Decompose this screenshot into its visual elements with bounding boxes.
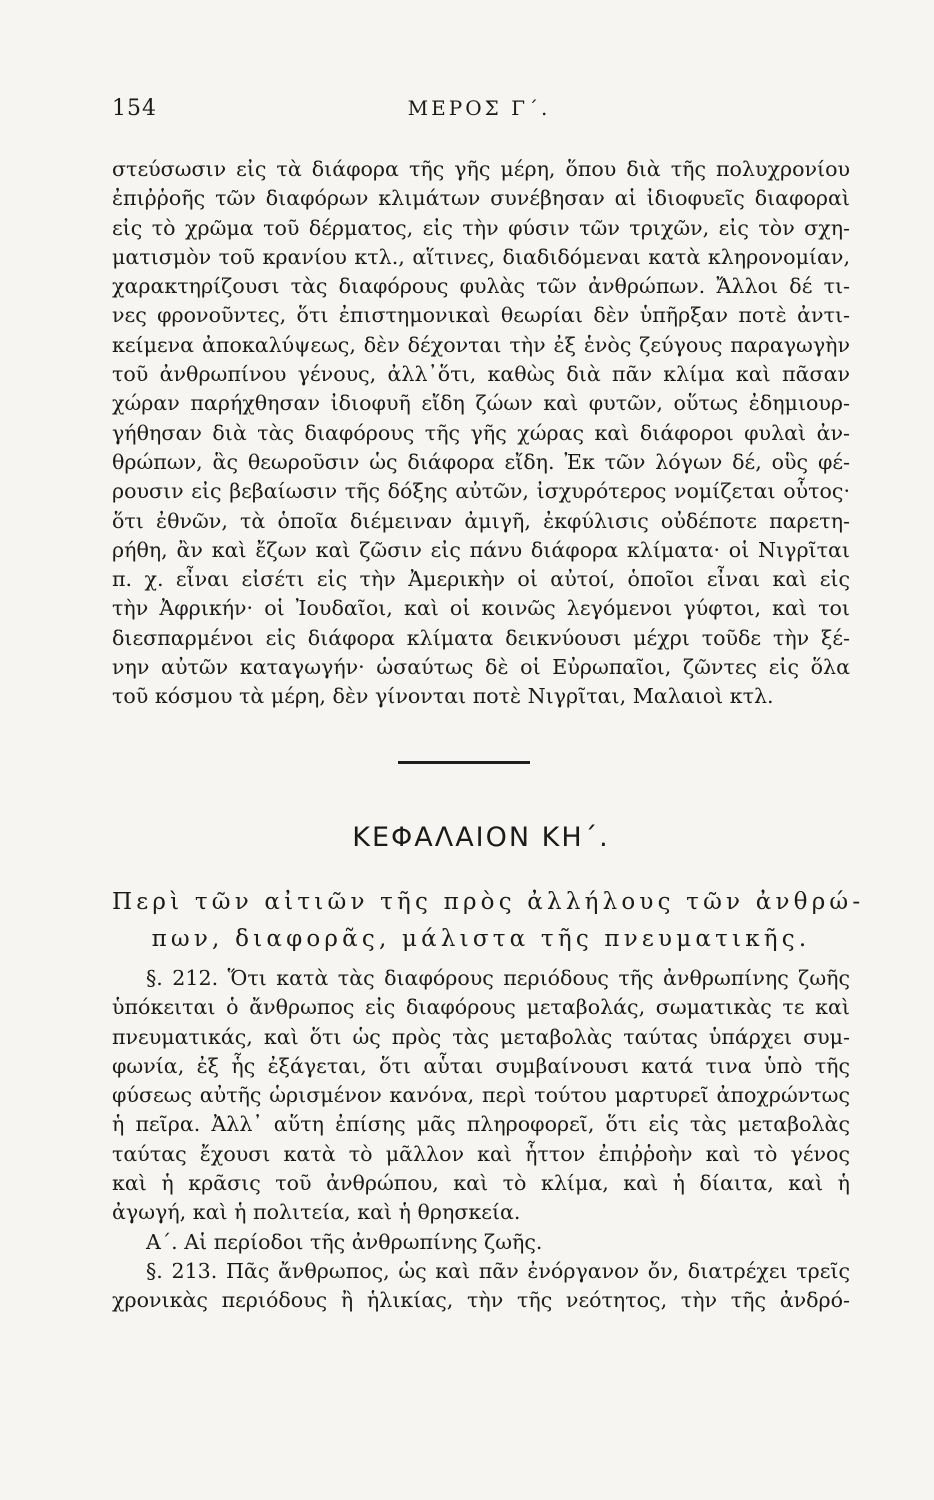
subsection-heading: Α΄. Αἱ περίοδοι τῆς ἀνθρωπίνης ζωῆς. [146,1229,543,1254]
text-line: τὴν Ἀφρικήν· οἱ Ἰουδαῖοι, καὶ οἱ κοινῶς λεγόμενοι γύφτοι, καὶ τοι [112,596,850,621]
text-line: εἰς τὸ χρῶμα τοῦ δέρματος, εἰς τὴν φύσιν τῶν τριχῶν, εἰς τὸν σχη- [112,215,850,240]
text-line: τοῦ κόσμου τὰ μέρη, δὲν γίνονται ποτὲ Νιγρῖται, Μαλαιοὶ κτλ. [112,684,774,709]
text-line: ἐπιῤῥοῆς τῶν διαφόρων κλιμάτων συνέβησαν αἱ ἰδιοφυεῖς διαφοραὶ [112,186,850,211]
running-head: ΜΕΡΟΣ Γ΄. [407,96,551,120]
text-line: ταύτας ἔχουσι κατὰ τὸ μᾶλλον καὶ ἧττον ἐπιῤῥοὴν καὶ τὸ γένος [112,1141,850,1166]
text-line: στεύσωσιν εἰς τὰ διάφορα τῆς γῆς μέρη, ὅπου διὰ τῆς πολυχρονίου [112,157,850,181]
text-line: ματισμὸν τοῦ κρανίου κτλ., αἵτινες, διαδιδόμεναι κατὰ κληρονομίαν, [112,244,850,269]
subtitle-line: Περὶ τῶν αἰτιῶν τῆς πρὸς ἀλλήλους τῶν ἀνθρώ- [112,889,865,915]
page-header [112,96,846,130]
text-line: ὑπόκειται ὁ ἄνθρωπος εἰς διαφόρους μεταβολάς, σωματικὰς τε καὶ [112,995,850,1020]
text-line: χαρακτηρίζουσι τὰς διαφόρους φυλὰς τῶν ἀνθρώπων. Ἄλλοι δέ τι- [112,274,850,299]
top-paragraph [112,155,850,712]
chapter-subtitle [112,884,865,958]
text-line: ρουσιν εἰς βεβαίωσιν τῆς δόξης αὐτῶν, ἰσχυρότερος νομίζεται οὗτος· [112,479,850,504]
text-line: γήθησαν διὰ τὰς διαφόρους τῆς γῆς χώρας καὶ διάφοροι φυλαὶ ἀν- [112,420,850,445]
text-line: διεσπαρμένοι εἰς διάφορα κλίματα δεικνύουσι μέχρι τοῦδε τὴν ξέ- [112,625,850,650]
text-line: φωνία, ἐξ ἧς ἐξάγεται, ὅτι αὗται συμβαίνουσι κατά τινα ὑπὸ τῆς [112,1053,850,1078]
text-line: χώραν παρήχθησαν ἰδιοφυῆ εἴδη ζώων καὶ φυτῶν, οὕτως ἐδημιουρ- [112,391,850,416]
text-line: πνευματικάς, καὶ ὅτι ὡς πρὸς τὰς μεταβολὰς ταύτας ὑπάρχει συμ- [112,1024,850,1049]
text-line: νην αὐτῶν καταγωγήν· ὡσαύτως δὲ οἱ Εὐρωπαῖοι, ζῶντες εἰς ὅλα [112,655,850,680]
section-divider [398,761,530,764]
section-212 [112,964,850,1316]
text-line: π. χ. εἶναι εἰσέτι εἰς τὴν Ἀμερικὴν οἱ αὐτοί, ὁποῖοι εἶναι καὶ εἰς [112,567,850,592]
text-line: ἀγωγή, καὶ ἡ πολιτεία, καὶ ἡ θρησκεία. [112,1200,521,1225]
text-line: ἡ πεῖρα. Ἀλλ᾽ αὕτη ἐπίσης μᾶς πληροφορεῖ, ὅτι εἰς τὰς μεταβολὰς [112,1112,850,1137]
text-line: §. 213. Πᾶς ἄνθρωπος, ὡς καὶ πᾶν ἐνόργανον ὄν, διατρέχει τρεῖς [146,1258,850,1283]
text-line: χρονικὰς περιόδους ἢ ἡλικίας, τὴν τῆς νεότητος, τὴν τῆς ἀνδρό- [112,1288,850,1313]
subtitle-line: πων, διαφορᾶς, μάλιστα τῆς πνευματικῆς. [151,926,811,952]
text-line: ὅτι ἐθνῶν, τὰ ὁποῖα διέμειναν ἀμιγῆ, ἐκφύλισις οὐδέποτε παρετη- [112,508,850,533]
text-line: τοῦ ἀνθρωπίνου γένους, ἀλλ᾽ὅτι, καθὼς διὰ πᾶν κλίμα καὶ πᾶσαν [112,362,850,387]
text-line: καὶ ἡ κρᾶσις τοῦ ἀνθρώπου, καὶ τὸ κλίμα, καὶ ἡ δίαιτα, καὶ ἡ [112,1171,850,1196]
text-line: νες φρονοῦντες, ὅτι ἐπιστημονικαὶ θεωρίαι δὲν ὑπῆρξαν ποτὲ ἀντι- [112,303,850,328]
page-number: 154 [112,96,157,121]
text-line: θρώπων, ἃς θεωροῦσιν ὡς διάφορα εἴδη. Ἐκ τῶν λόγων δέ, οὓς φέ- [112,449,850,474]
text-line: §. 212. Ὅτι κατὰ τὰς διαφόρους περιόδους τῆς ἀνθρωπίνης ζωῆς [146,966,850,990]
text-line: κείμενα ἀποκαλύψεως, δὲν δέχονται τὴν ἐξ ἑνὸς ζεύγους παραγωγὴν [112,332,850,357]
text-line: ρήθη, ἂν καὶ ἔζων καὶ ζῶσιν εἰς πάνυ διάφορα κλίματα· οἱ Νιγρῖται [112,537,850,562]
text-line: φύσεως αὐτῆς ὡρισμένον κανόνα, περὶ τούτου μαρτυρεῖ ἀποχρώντως [112,1083,850,1108]
chapter-heading: ΚΕΦΑΛΑΙΟΝ ΚΗ΄. [352,822,610,853]
